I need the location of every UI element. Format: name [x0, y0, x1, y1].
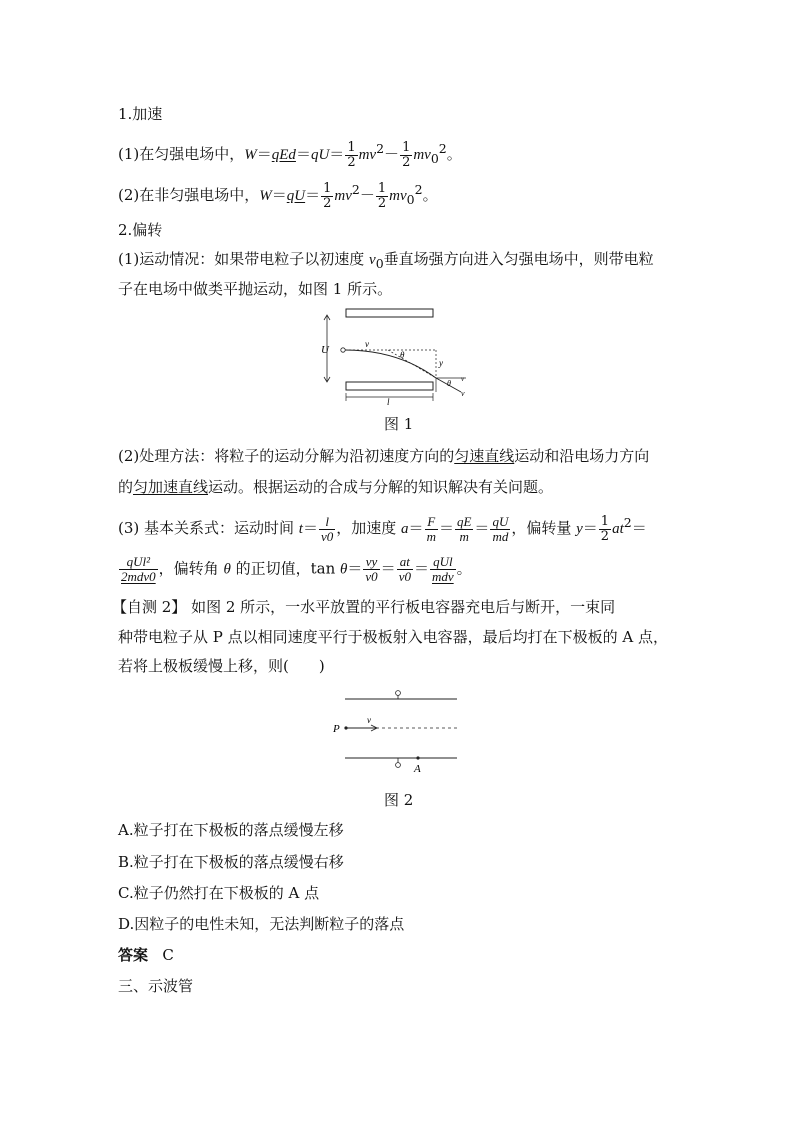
trajectory	[345, 350, 436, 378]
label-U: U	[321, 344, 329, 356]
svg-text:y: y	[439, 358, 443, 368]
option-a: A.粒子打在下极板的落点缓慢左移	[118, 821, 344, 839]
svg-text:A: A	[414, 763, 421, 775]
option-c: C.粒子仍然打在下极板的 A 点	[118, 884, 320, 902]
question-line-3: 若将上极板缓慢上移，则( )	[118, 657, 325, 675]
svg-text:v: v	[365, 339, 369, 349]
lower-plate	[346, 382, 433, 390]
paragraph-motion-line1: (1)运动情况：如果带电粒子以初速度 $v_0$垂直场强方向进入匀强电场中，则带电粒	[118, 250, 654, 271]
formula-basic-relations-line2: $\frac{\text{qUl²}}{\text{2mdv0}}$ ，偏转角 θ 的正切值，tan θ＝ $\frac{vy}{v0}$ ＝ $\frac{at}{v0}$ ＝ $\frac{\text{qUl}}{\text{mdv}}$ 。	[121, 554, 472, 584]
figure-1-caption: 图 1	[384, 415, 414, 433]
paragraph-method-line1: (2)处理方法：将粒子的运动分解为沿初速度方向的匀速直线运动和沿电场力方向	[118, 447, 650, 465]
svg-text:P: P	[333, 723, 340, 735]
answer: 答案 C	[118, 946, 174, 964]
question-line-1: 【自测 2】 如图 2 所示，一水平放置的平行板电容器充电后与断开，一束同	[112, 598, 616, 616]
paragraph-motion-line2: 子在电场中做类平抛运动，如图 1 所示。	[118, 280, 393, 298]
figure-2-caption: 图 2	[384, 791, 414, 809]
section-oscilloscope-title: 三、示波管	[118, 977, 194, 995]
option-d: D.因粒子的电性未知，无法判断粒子的落点	[118, 915, 405, 933]
figure-1-deflection-diagram	[318, 306, 478, 406]
section-deflection-title: 2.偏转	[118, 221, 163, 239]
question-line-2: 种带电粒子从 P 点以相同速度平行于极板射入电容器，最后均打在下极板的 A 点，	[118, 628, 669, 646]
svg-text:l: l	[387, 397, 390, 406]
svg-text:θ: θ	[400, 350, 405, 360]
option-b: B.粒子打在下极板的落点缓慢右移	[118, 853, 344, 871]
formula-nonuniform-field: (2)在非匀强电场中，W＝qU＝ $\frac{1}{2}$ $mv^2-$ $\frac{1}{2}$ $mv_0^2$。	[118, 180, 438, 211]
svg-text:v: v	[461, 389, 465, 398]
point-A	[416, 756, 419, 759]
upper-plate	[346, 309, 433, 317]
svg-text:θ: θ	[447, 379, 451, 388]
figure-2-capacitor-diagram	[330, 686, 465, 776]
svg-text:v: v	[461, 375, 465, 383]
section-acceleration-title: 1.加速	[118, 105, 163, 123]
formula-uniform-field: (1)在匀强电场中，W＝qEd＝qU＝ $\frac{1}{2}$ $mv^2-$ $\frac{1}{2}$ $mv_0^2$。	[118, 139, 462, 170]
particle-entry	[341, 348, 345, 352]
svg-text:v: v	[367, 715, 371, 725]
paragraph-method-line2: 的匀加速直线运动。根据运动的合成与分解的知识解决有关问题。	[118, 478, 554, 496]
formula-basic-relations-line1: (3) 基本关系式：运动时间 t＝ $\frac{l}{v0}$ ，加速度 a＝ $\frac{F}{m}$ ＝ $\frac{qE}{m}$ ＝ $\frac{qU}{md}$ ，偏转量 y＝ $\frac{1}{2}$ $at^2=$	[118, 513, 647, 544]
